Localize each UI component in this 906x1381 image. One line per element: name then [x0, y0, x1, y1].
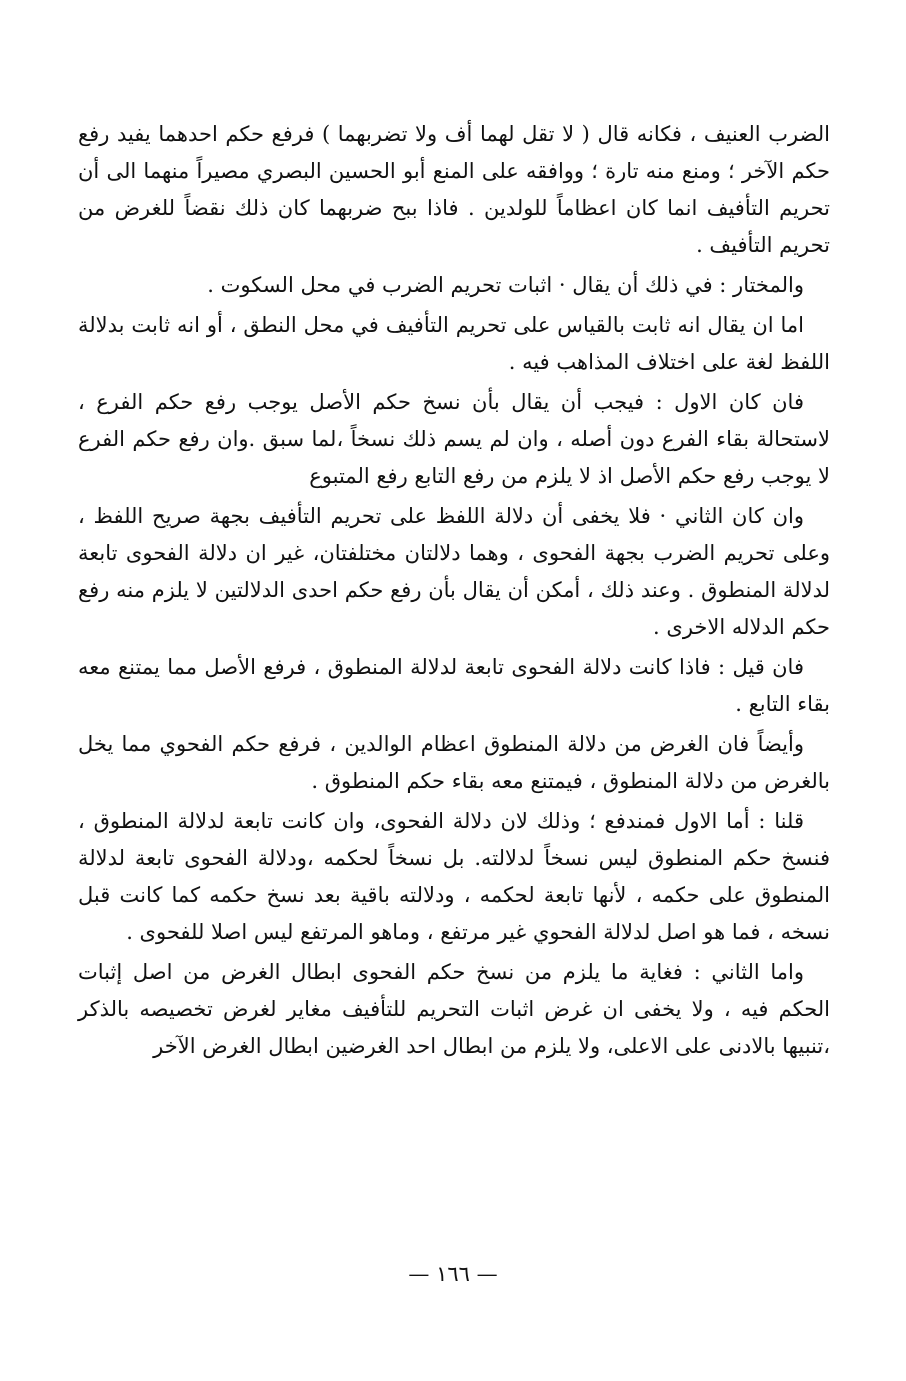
- paragraph-8: قلنا : أما الاول فمندفع ؛ وذلك لان دلالة الفحوى، وان كانت تابعة لدلالة المنطوق ، فنسخ حكم المنطوق ليس نسخاً لدلالته. بل نسخاً لحكمه ،ودلالة الفحوى تابعة لدلالة المنطوق على حكمه ، لأنها تابعة لحكمه ، ودلالته باقية بعد نسخ حكمه كما كانت قبل نسخه ، فما هو اصل لدلالة الفحوي غير مرتفع ، وماهو المرتفع ليس اصلا للفحوى .: [78, 809, 830, 944]
- paragraph-2: والمختار : في ذلك أن يقال · اثبات تحريم الضرب في محل السكوت .: [207, 273, 804, 297]
- paragraph-5: وان كان الثاني · فلا يخفى أن دلالة اللفظ على تحريم التأفيف بجهة صريح اللفظ ، وعلى تحريم الضرب بجهة الفحوى ، وهما دلالتان مختلفتان، غير ان دلالة الفحوى تابعة لدلالة المنطوق . وعند ذلك ، أمكن أن يقال بأن رفع حكم احدى الدلالتين لا يلزم منه رفع حكم الدلاله الاخرى .: [78, 504, 830, 639]
- page-number: — ١٦٦ —: [408, 1262, 498, 1286]
- paragraph-7: وأيضاً فان الغرض من دلالة المنطوق اعظام الوالدين ، فرفع حكم الفحوي مما يخل بالغرض من دلالة المنطوق ، فيمتنع معه بقاء حكم المنطوق .: [78, 732, 830, 793]
- paragraph-9: واما الثاني : فغاية ما يلزم من نسخ حكم الفحوى ابطال الغرض من اصل إثبات الحكم فيه ، ولا يخفى ان غرض اثبات التحريم للتأفيف مغاير لغرض تخصيصه بالذكر ،تنبيها بالادنى على الاعلى، ولا يلزم من ابطال احد الغرضين ابطال الغرض الآخر: [78, 960, 830, 1058]
- paragraph-3: اما ان يقال انه ثابت بالقياس على تحريم التأفيف في محل النطق ، أو انه ثابت بدلالة اللفظ لغة على اختلاف المذاهب فيه .: [78, 313, 830, 374]
- paragraph-4: فان كان الاول : فيجب أن يقال بأن نسخ حكم الأصل يوجب رفع حكم الفرع ، لاستحالة بقاء الفرع دون أصله ، وان لم يسم ذلك نسخاً ،لما سبق .وان رفع حكم الفرع لا يوجب رفع حكم الأصل اذ لا يلزم من رفع التابع رفع المتبوع: [78, 390, 830, 488]
- body-text: [78, 116, 830, 1065]
- paragraph-6: فان قيل : فاذا كانت دلالة الفحوى تابعة لدلالة المنطوق ، فرفع الأصل مما يمتنع معه بقاء التابع .: [78, 655, 830, 716]
- paragraph-1: الضرب العنيف ، فكانه قال ( لا تقل لهما أف ولا تضربهما ) فرفع حكم احدهما يفيد رفع حكم الآخر ؛ ومنع منه تارة ؛ ووافقه على المنع أبو الحسين البصري مصيراً منهما الى أن تحريم التأفيف انما كان اعظاماً للولدين . فاذا ببح ضربهما كان ذلك نقضاً للغرض من تحريم التأفيف .: [78, 122, 830, 257]
